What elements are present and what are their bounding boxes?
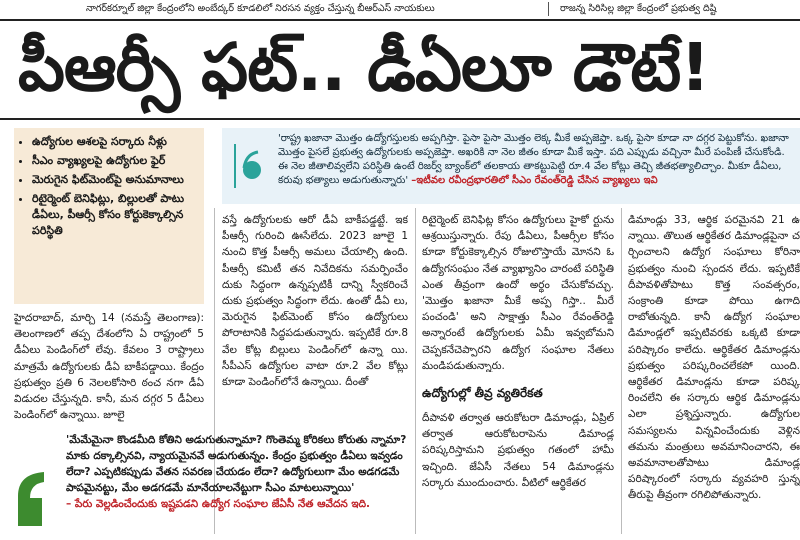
union-quote-body: 'మేమేమైనా కొండమీది కోతిని అడుగుతున్నామా? గొంతెమ్మ కోరికలు కోరుతు న్నామా? మాకు దక్కాల్సినవి, న్యాయమైనవే అడుగుతున్నం. కేంద్రం ప్రభుత్వం డీఏలు ఇవ్వడం లేదా? ఎప్పటికప్పుడు వేతన సవరణ చేయడం లేదా? ఉద్యోగులుగా మేం అడగడమే పాపమైనట్టు, మేం అడగడమే మానేయాలనేట్టుగా సీఎం మాటలున్నాయి' (66, 434, 407, 494)
highlight-item: • రిటైర్మెంట్ బెనిఫిట్లు, బిల్లులతో పాటు డీఏలు, పీఆర్సీ కోసం కోర్టుకెక్కాల్సిన పరిస్థితి (32, 191, 200, 239)
article-column-1: హైదరాబాద్, మార్చి 14 (నమస్తే తెలంగాణ): తెలంగాణలో తప్ప దేశంలోని ఏ రాష్ట్రంలో 5 డీఏలు పెండింగ్‌లో లేవు. కేవలం 3 రాష్ట్రాలు మాత్రమే ఉద్యోగులకు డీఏ బాకీపడ్డాయి. కేంద్రం ప్రభుత్వం ప్రతి 6 నెలలకోసారి ఠంచ నగా డీఏ విడుదల చేస్తున్నది. కానీ, మన దగ్గర 5 డీఏలు పెండింగ్‌లో ఉన్నాయి. జూలై (14, 312, 204, 422)
column-divider (415, 208, 416, 534)
section-subheading: ఉద్యోగుల్లో తీవ్ర వ్యతిరేకత (422, 386, 543, 400)
quote-mark-icon (234, 144, 264, 188)
top-photo-caption-strip (0, 0, 800, 18)
headline-rule (0, 118, 800, 120)
cm-quote-body: 'రాష్ట్ర ఖజానా మొత్తం ఉద్యోగస్తులకు అప్పగిస్తా. పైసా పైసా మొత్తం లెక్క మీకే అప్పజెప్తా. ఒక్క పైసా కూడా నా దగ్గర పెట్టుకోను. ఖజానా మొత్తం పైసలే ప్రభుత్వ ఉద్యోగులకు అప్పజెప్తా. అఖరికి నా నెల జీతం కూడా మీకే ఇస్తా. పది ఎప్పుడు వచ్చినా మీరే పంపిణీ చేసుకోండి. ఈ నెల జీతాలివ్వలేని పరిస్థితి ఉంటే రిజర్వ్ బ్యాంక్‌లో తలకాయ తాకట్టుపెట్టి రూ.4 వేల కోట్లు తెచ్చి జీతభత్యాలిచ్చాం. మీకూ డీఏలు, కరువు భత్యాలు అడుగుతున్నారు' (278, 133, 789, 186)
union-quote-text (66, 432, 408, 512)
article-column-2: వస్తే ఉద్యోగులకు ఆరో డీఏ బాకీపడ్డట్టే. ఇక పీఆర్సీ గురించి ఊసేలేదు. 2023 జూలై 1 నుంచి కొత్త పీఆర్సీ అమలు చేయాల్సి ఉంది. పీఆర్సీ కమిటీ తన నివేదికను సమర్పించేం దుకు సిద్ధంగా ఉన్నప్పటికీ దాన్ని స్వీకరించే దుకు ప్రభుత్వం సిద్ధంగా లేదు. ఉంతో డీఏ లు, మెరుగైన ఫిట్‌మెంట్ కోసం ఉద్యోగులు పోరాటానికి సిద్ధపడుతున్నారు. ఇప్పటికే రూ.8 వేల కోట్ల బిల్లులు పెండింగ్‌లో ఉన్నా యి. సీపీఎస్ ఉద్యోగుల వాటా రూ.2 వేల కోట్లు కూడా పెండింగ్‌లోనే ఉన్నాయి. దీంతో (222, 214, 408, 389)
highlights-list (14, 134, 204, 239)
article-column-3-continued: దీపావళి తర్వాత ఆరుకోటరా డిమాండ్లు, ఏప్రిల్ తర్వాత ఆరుకోటరాపెను డిమాండ్ల పరిష్కరిస్తామని ప్రభుత్వం గతంలో హామీ ఇచ్చింది. జేఏసీ నేతలు 54 డిమాండ్లను సర్కారు ముందుంచారు. వీటిలో ఆర్థికేతర (422, 412, 614, 489)
cm-quote-source: –ఇటీవల రవీంద్రభారతిలో సీఎం రేవంత్‌రెడ్డి చేసిన వ్యాఖ్యలు ఇవి (411, 175, 658, 186)
main-headline (0, 22, 800, 114)
highlights-box (14, 128, 204, 304)
highlight-item: • ఉద్యోగుల ఆశలపై సర్కారు నీళ్లు (32, 134, 200, 150)
article-column-3: రిటైర్మెంట్ బెనిఫిట్ల కోసం ఉద్యోగులు హైకో ర్టును ఆశ్రయిస్తున్నారు. రేపు డీఏలు, పీఆర్సీల కోసం కూడా కోర్టుకెక్కాల్సిన రోజులొస్తాయే మోనని ఓ ఉద్యోగసంఘం నేత వ్యాఖ్యానిం చారంటే పరిస్థితి ఎంత తీవ్రంగా ఉందో అర్థం చేసుకోవచ్చు. 'మొత్తం ఖజానా మీకే అప్ప గిస్తా.. మీరే పంచండి' అని సాక్షాత్తు సీఎం రేవంత్‌రెడ్డి అన్నారంటే ఉద్యోగులకు ఏమీ ఇవ్వబోమని చెప్పకనేచెప్పారని ఉద్యోగ సంఘాల నేతలు మండిపడుతున్నారు. (422, 214, 614, 372)
headline-text: పీఆర్సీ ఫట్.. డీఏలూ డౌటే! (18, 29, 710, 106)
union-quote-source: – పేరు వెల్లడించేందుకు ఇష్టపడని ఉద్యోగ సంఘాల జేఏసీ నేత ఆవేదన ఇది. (66, 498, 371, 510)
highlight-item: • మెరుగైన ఫిట్‌మెంట్‌పై అనుమానాలు (32, 172, 200, 188)
column-divider (621, 208, 622, 534)
article-column-4: డిమాండ్లు 33, ఆర్థిక పరమైనవి 21 ఉ న్నాయి. తొలుత ఆర్థికేతర డిమాండ్లపైనా చ ర్చించాలని ఉద్యోగ సంఘాలు కోరినా ప్రభుత్వం నుంచి స్పందన లేదు. ఇప్పటికే దీపావళితోపాటు కొత్త సంవత్సరం, సంక్రాంతి కూడా పోయి ఉగాది రాబోతున్నది. కానీ ఉద్యోగ సంఘాల డిమాండ్లలో ఇప్పటివరకు ఒక్కటి కూడా పరిష్కారం కాలేదు. ఆర్థికేతర డిమాండ్లను ప్రభుత్వం పరిష్కరించలేకపో యింది. ఆర్థికేతర డిమాండ్లను కూడా పరిష్క రించలేని ఈ సర్కారు ఆర్థిక డిమాండ్లను ఎలా ప్రశ్నిస్తున్నారు. ఉద్యోగుల సమస్యలను విన్నవించేందుకు వెళ్లిన తమను మంత్రులు అవమానించారని, ఈ అవమానాలతోపాటు డిమాండ్ల పరిష్కారంలో సర్కారు వ్యవహరి స్తున్న తీరుపై తీవ్రంగా రగిలిపోతున్నారు. (628, 214, 800, 502)
top-rule (0, 19, 800, 21)
cm-quote-box (222, 128, 800, 204)
caption-separator (548, 2, 549, 16)
union-leader-quote (14, 432, 408, 532)
right-photo-caption: రాజన్న సిరిసిల్ల జిల్లా కేంద్రంలో ప్రభుత్వ దిష్టి (560, 3, 717, 14)
cm-quote-text (278, 132, 796, 188)
quote-mark-icon (14, 468, 56, 528)
left-photo-caption: నాగర్‌కర్నూల్ జిల్లా కేంద్రంలోని అంబేద్కర్ కూడలిలో నిరసన వ్యక్తం చేస్తున్న బీఆర్‌ఎస్ నాయకులు (86, 3, 435, 14)
highlight-item: • సీఎం వ్యాఖ్యలపై ఉద్యోగుల ఫైర్ (32, 153, 200, 169)
